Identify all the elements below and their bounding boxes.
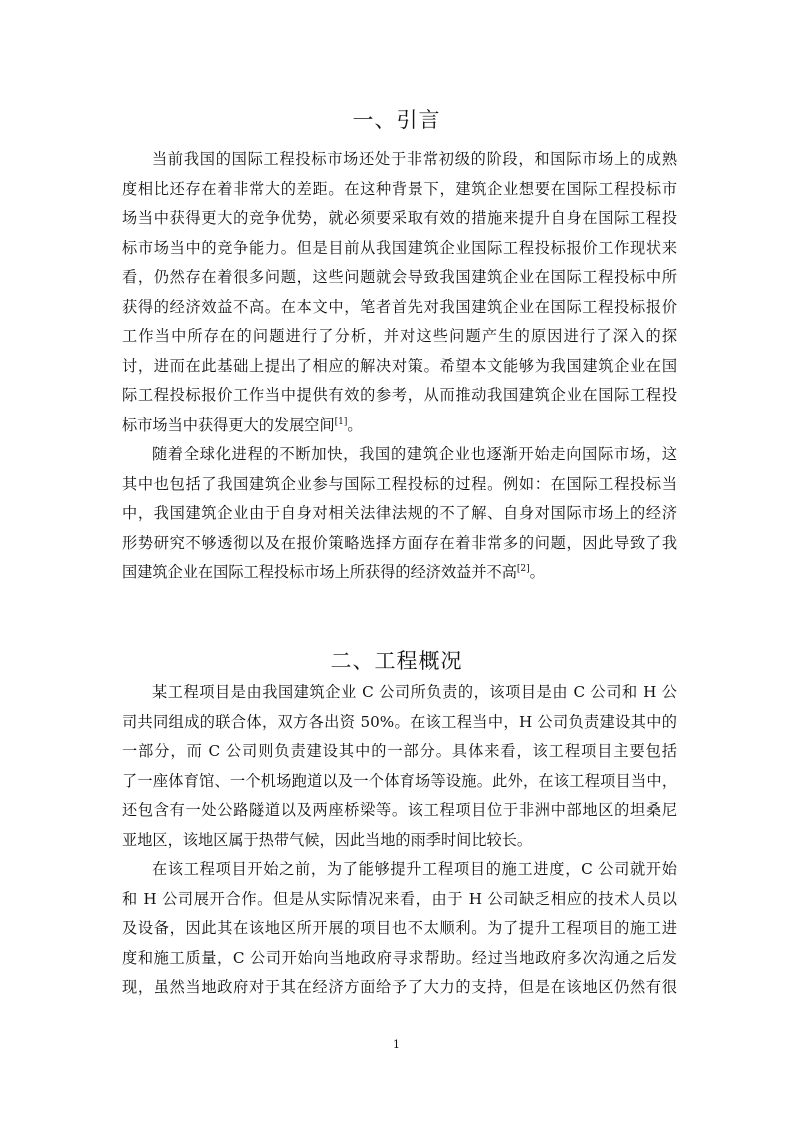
paragraph bbox=[122, 855, 677, 1003]
text-line bbox=[122, 411, 677, 441]
text-line: 形势研究不够透彻以及在报价策略选择方面存在着非常多的问题，因此导致了我 bbox=[122, 533, 677, 552]
text-line: 当前我国的国际工程投标市场还处于非常初级的阶段，和国际市场上的成熟 bbox=[152, 150, 677, 168]
text-line: 一部分，而 C 公司则负责建设其中的一部分。具体来看，该工程项目主要包括 bbox=[122, 742, 677, 760]
text-line: 中，我国建筑企业由于自身对相关法律法规的不了解、自身对国际市场上的经济 bbox=[122, 504, 677, 522]
text-line: 司共同组成的联合体，双方各出资 50%。在该工程当中，H 公司负责建设其中的 bbox=[122, 712, 677, 731]
text-line: 在该工程项目开始之前，为了能够提升工程项目的施工进度，C 公司就开始 bbox=[152, 860, 677, 878]
text-segment: 国建筑企业在国际工程投标市场上所获得的经济效益并不高 bbox=[122, 563, 517, 581]
section-body-introduction bbox=[122, 145, 677, 588]
section-body-project-overview bbox=[122, 678, 677, 1003]
text-line: 及设备，因此其在该地区所开展的项目也不太顺利。为了提升工程项目的施工进 bbox=[122, 919, 677, 937]
paragraph bbox=[122, 145, 677, 440]
text-segment: 。 bbox=[529, 563, 545, 581]
text-line: 某工程项目是由我国建筑企业 C 公司所负责的，该项目是由 C 公司和 H 公 bbox=[152, 683, 677, 701]
text-line: 和 H 公司展开合作。但是从实际情况来看，由于 H 公司缺乏相应的技术人员以 bbox=[122, 889, 677, 908]
text-line: 看，仍然存在着很多问题，这些问题就会导致我国建筑企业在国际工程投标中所 bbox=[122, 268, 677, 286]
text-segment: 。 bbox=[347, 415, 363, 434]
text-line: 了一座体育馆、一个机场跑道以及一个体育场等设施。此外，在该工程项目当中， bbox=[122, 771, 677, 790]
text-line: 获得的经济效益不高。在本文中，笔者首先对我国建筑企业在国际工程投标报价 bbox=[122, 297, 677, 316]
text-line bbox=[122, 558, 677, 588]
text-line: 工作当中所存在的问题进行了分析，并对这些问题产生的原因进行了深入的探 bbox=[122, 327, 677, 345]
text-line: 现，虽然当地政府对于其在经济方面给予了大力的支持，但是在该地区仍然有很 bbox=[122, 978, 677, 996]
text-line: 还包含有一处公路隧道以及两座桥梁等。该工程项目位于非洲中部地区的坦桑尼 bbox=[122, 801, 677, 819]
text-line: 度和施工质量，C 公司开始向当地政府寻求帮助。经过当地政府多次沟通之后发 bbox=[122, 948, 677, 967]
text-line: 亚地区，该地区属于热带气候，因此当地的雨季时间比较长。 bbox=[122, 830, 533, 849]
text-line: 度相比还存在着非常大的差距。在这种背景下，建筑企业想要在国际工程投标市 bbox=[122, 179, 677, 198]
text-line: 随着全球化进程的不断加快，我国的建筑企业也逐渐开始走向国际市场，这 bbox=[152, 445, 677, 463]
section-heading-project-overview: 二、工程概况 bbox=[330, 649, 463, 673]
text-line: 际工程投标报价工作当中提供有效的参考，从而推动我国建筑企业在国际工程投 bbox=[122, 386, 677, 404]
text-line: 标市场当中的竞争能力。但是目前从我国建筑企业国际工程投标报价工作现状来 bbox=[122, 238, 677, 257]
text-line: 场当中获得更大的竞争优势，就必须要采取有效的措施来提升自身在国际工程投 bbox=[122, 209, 677, 227]
text-line: 其中也包括了我国建筑企业参与国际工程投标的过程。例如：在国际工程投标当 bbox=[122, 474, 677, 493]
text-line: 讨，进而在此基础上提出了相应的解决对策。希望本文能够为我国建筑企业在国 bbox=[122, 356, 677, 375]
text-segment: 标市场当中获得更大的发展空间 bbox=[122, 415, 335, 434]
paragraph bbox=[122, 678, 677, 855]
section-heading-introduction: 一、引言 bbox=[352, 108, 441, 132]
citation-ref: [1] bbox=[334, 416, 348, 427]
page-number: 1 bbox=[393, 1038, 400, 1051]
paragraph bbox=[122, 440, 677, 588]
citation-ref: [2] bbox=[516, 563, 530, 574]
